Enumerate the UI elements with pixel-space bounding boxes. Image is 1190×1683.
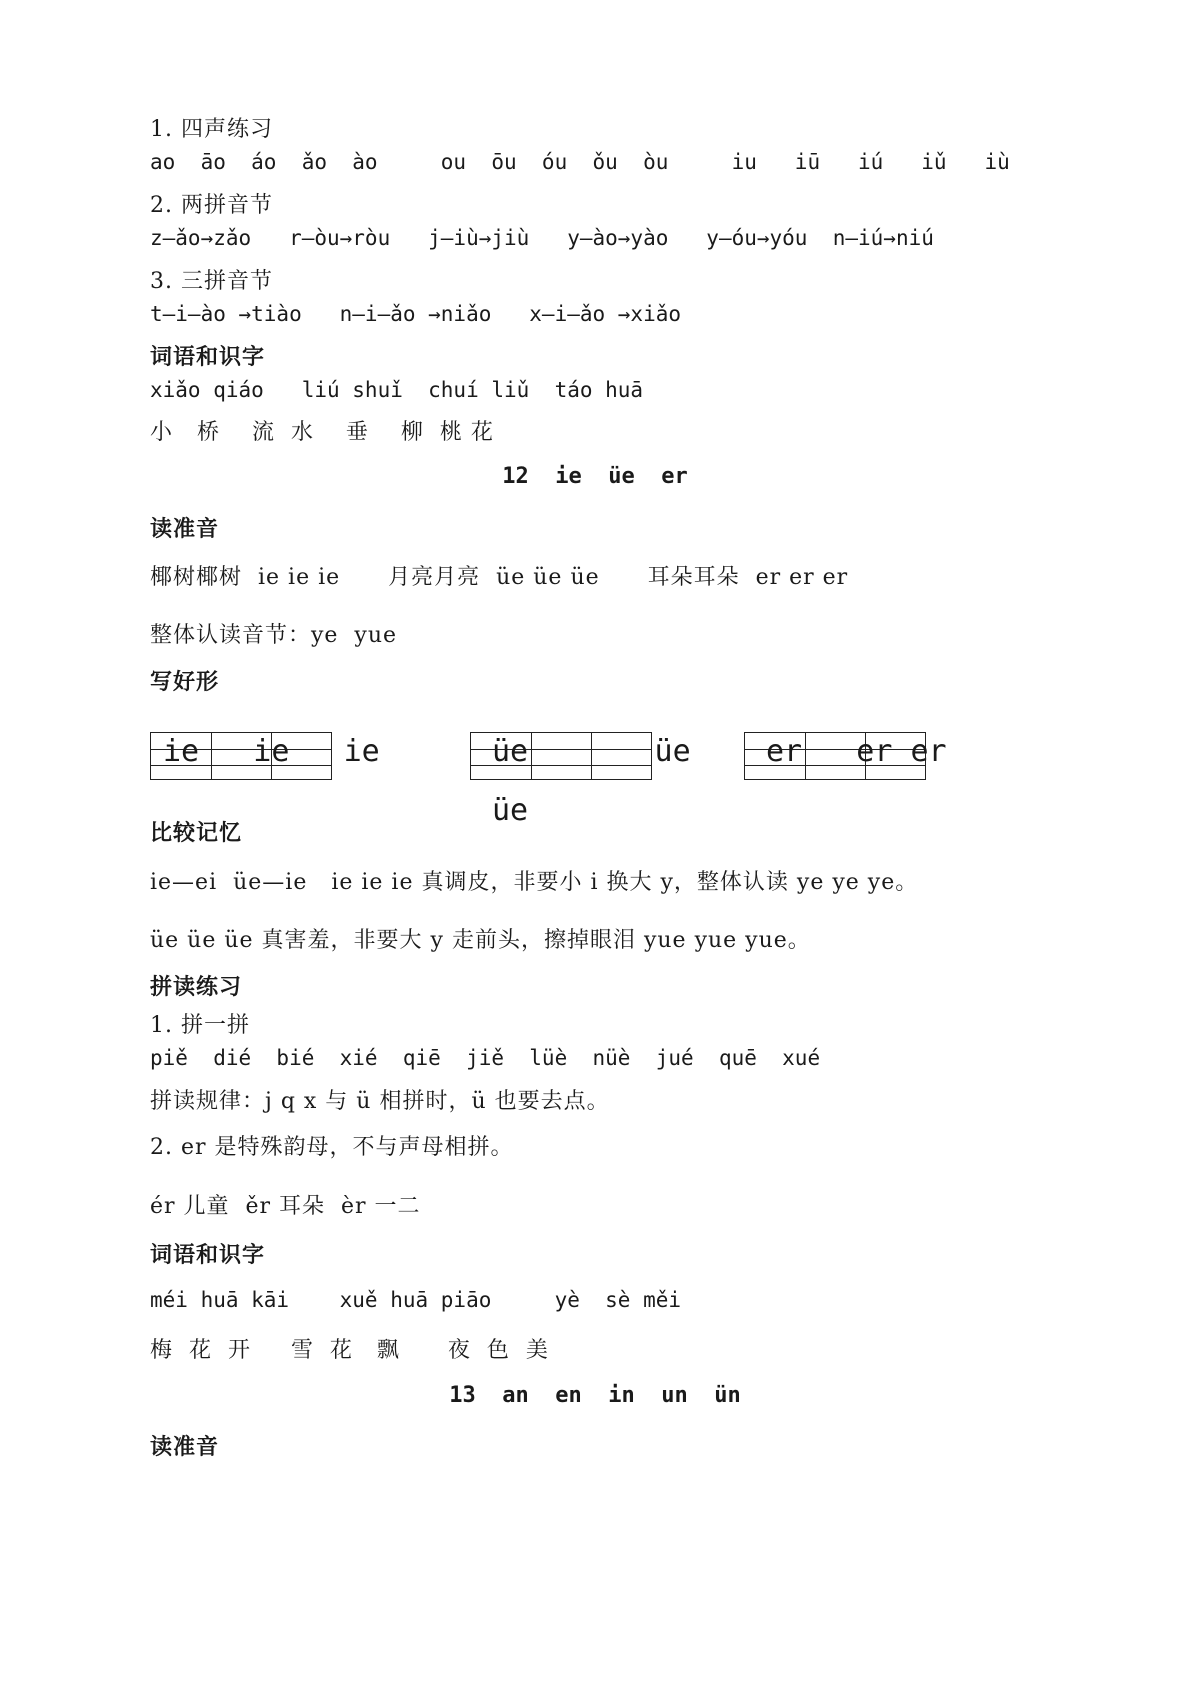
whole-syllable-12: 整体认读音节：ye yue (150, 623, 398, 648)
compare-line-1: ie—ei üe—ie ie ie ie 真调皮，非要小 i 换大 y，整体认读 ye ye ye。 (150, 870, 919, 895)
spell-rule: 拼读规律：j q x 与 ü 相拼时，ü 也要去点。 (150, 1089, 610, 1114)
words-pinyin-12: méi huā kāi xuě huā piāo yè sè měi (150, 1288, 682, 1312)
words-heading-12: 词语和识字 (150, 1243, 266, 1268)
grid-text-er: er er er (766, 734, 947, 769)
three-part-row: t—i—ào →tiào n—i—ǎo →niǎo x—i—ǎo →xiǎo (150, 302, 682, 326)
spell-sub-title-2: 2. er 是特殊韵母，不与声母相拼。 (150, 1135, 514, 1160)
read-heading-12: 读准音 (150, 517, 220, 542)
words-pinyin-11: xiǎo qiáo liú shuǐ chuí liǔ táo huā (150, 378, 644, 402)
sub-title-three-part: 3. 三拼音节 (150, 269, 273, 294)
lesson-title-13: 13 an en in un ün (449, 1383, 741, 1408)
spell-sub-title-1: 1. 拼一拼 (150, 1013, 250, 1038)
er-words-row: ér 儿童 ěr 耳朵 èr 一二 (150, 1194, 421, 1219)
words-hanzi-11: 小 桥 流 水 垂 柳 桃 花 (150, 420, 494, 445)
two-part-row: z—ǎo→zǎo r—òu→ròu j—iù→jiù y—ào→yào y—óu→yóu n—iú→niú (150, 226, 934, 250)
lesson-title-12: 12 ie üe er (502, 464, 688, 489)
grid-text-ue-overflow: üe (492, 793, 529, 828)
spell-heading-12: 拼读练习 (150, 975, 243, 1000)
spell-row-1: piě dié bié xié qiē jiě lüè nüè jué quē xué (150, 1046, 821, 1070)
compare-heading-12: 比较记忆 (150, 821, 243, 846)
words-hanzi-12: 梅 花 开 雪 花 飘 夜 色 美 (150, 1338, 549, 1363)
read-row-12: 椰树椰树 ie ie ie 月亮月亮 üe üe üe 耳朵耳朵 er er er (150, 565, 849, 590)
read-heading-13: 读准音 (150, 1435, 220, 1460)
words-heading-11: 词语和识字 (150, 345, 266, 370)
sub-title-four-tones: 1. 四声练习 (150, 117, 273, 142)
four-tones-row: ao āo áo ǎo ào ou ōu óu ǒu òu iu iū iú iǔ iù (150, 150, 1010, 174)
sub-title-two-part: 2. 两拼音节 (150, 193, 273, 218)
grid-text-ie: ie ie ie (163, 734, 380, 769)
grid-text-ue: üe üe (492, 734, 691, 769)
compare-line-2: üe üe üe 真害羞，非要大 y 走前头，擦掉眼泪 yue yue yue。 (150, 928, 811, 953)
write-heading-12: 写好形 (150, 670, 220, 695)
